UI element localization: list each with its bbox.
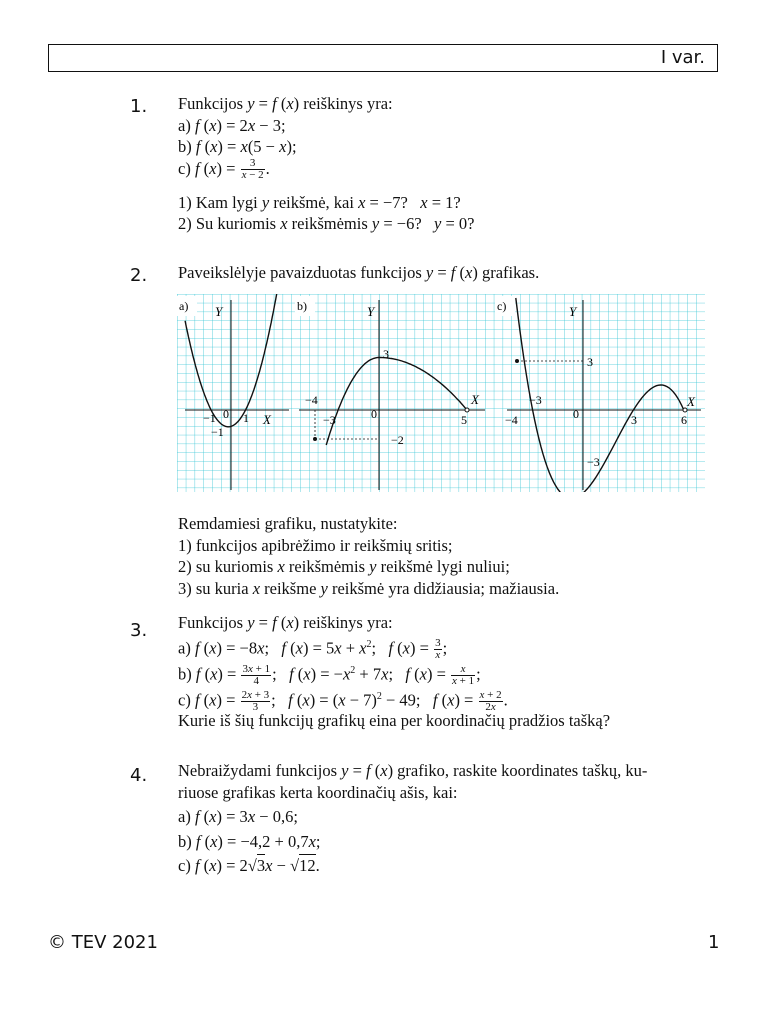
panel-c-start-point — [515, 359, 519, 363]
panel-c-tick: 3 — [587, 355, 593, 369]
panel-c-label: c) — [497, 299, 507, 313]
task-4-item-b: b) f (x) = −4,2 + 0,7x; — [178, 831, 321, 851]
panel-b-end-point — [465, 408, 469, 412]
task-2-question-3: 3) su kuria x reikšme y reikšmė yra didžiausia; mažiausia. — [178, 578, 560, 598]
task-1-intro: Funkcijos y = f (x) reiškinys yra: — [178, 94, 393, 113]
task-2-intro: Paveikslėlyje pavaizduotas funkcijos y = f (x) grafikas. — [178, 263, 540, 282]
task-2-instruction: Remdamiesi grafiku, nustatykite: — [178, 514, 398, 533]
grid-background — [177, 294, 705, 492]
task-2-function-graphs — [177, 294, 705, 492]
panel-a-tick: 1 — [243, 411, 249, 425]
footer-page-number: 1 — [708, 932, 720, 953]
panel-a-tick: 0 — [223, 407, 229, 421]
panel-c-tick: 3 — [631, 413, 637, 427]
panel-b-label: b) — [297, 299, 307, 313]
task-3-item-c: c) f (x) = $\frac{2x + 3}{3}$ ; f $(x) = (x - 7)^2 - 49$; f (x) = $\frac{x + 2}{2x}$ . — [178, 688, 508, 713]
panel-a-label: a) — [179, 299, 189, 313]
panel-c-tick: −3 — [529, 393, 542, 407]
task-4-body — [178, 760, 718, 877]
panel-b-tick: 5 — [461, 413, 467, 427]
panel-b-tick: −4 — [305, 393, 318, 407]
task-3-number: 3. — [130, 620, 148, 641]
panel-a-tick: −1 — [211, 425, 224, 439]
panel-b-tick: −3 — [323, 413, 336, 427]
task-2-question-1: 1) funkcijos apibrėžimo ir reikšmių sritis; — [178, 535, 453, 555]
variant-header-box — [48, 44, 718, 72]
panel-c-tick: −3 — [587, 455, 600, 469]
panel-b-tick: −2 — [391, 433, 404, 447]
task-2-question-2: 2) su kuriomis x reikšmėmis y reikšmė lygi nuliui; — [178, 557, 510, 576]
variant-label: I var. — [660, 47, 705, 68]
panel-c-tick: 0 — [573, 407, 579, 421]
task-2-number: 2. — [130, 265, 148, 286]
panel-c-y-label: Y — [569, 304, 577, 319]
task-1-body — [178, 93, 718, 235]
task-4-intro-2: riuose grafikas kerta koordinačių ašis, kai: — [178, 782, 458, 802]
panel-a-x-label: X — [263, 412, 271, 427]
panel-c-tick: −4 — [505, 413, 518, 427]
task-1-question-1: 1) Kam lygi y reikšmė, kai x = −7? x = 1? — [178, 192, 461, 212]
task-3-body — [178, 612, 718, 731]
task-3-item-a: a) f (x) = −8x; f $(x) = 5x + x^2$; f (x) = $\frac{3}{x}$ ; — [178, 636, 448, 661]
footer-copyright: © TEV 2021 — [48, 932, 158, 953]
panel-c-end-point — [683, 408, 687, 412]
task-3-question: Kurie iš šių funkcijų grafikų eina per koordinačių pradžios tašką? — [178, 710, 611, 730]
task-1-question-2: 2) Su kuriomis x reikšmėmis y = −6? y = 0? — [178, 214, 475, 233]
panel-b-tick: 3 — [383, 347, 389, 361]
task-2-questions — [178, 513, 718, 599]
panel-b-y-label: Y — [367, 304, 375, 319]
panel-a-y-label: Y — [215, 304, 223, 319]
panel-c-x-label: X — [687, 394, 695, 409]
task-4-number: 4. — [130, 765, 148, 786]
task-4-item-c: c) f (x) = 2√3x − √12. — [178, 856, 320, 875]
panel-b-tick: 0 — [371, 407, 377, 421]
task-1-number: 1. — [130, 96, 148, 117]
task-1-item-c: c) f (x) = $\frac{3}{x - 2}$ . — [178, 157, 270, 182]
task-4-intro-1: Nebraižydami funkcijos y = f (x) grafiko, raskite koordinates taškų, ku- — [178, 761, 648, 780]
task-3-item-b: b) f (x) = $\frac{3x + 1}{4}$ ; f $(x) = -x^2 + 7x$; f (x) = $\frac{x}{x + 1}$ ; — [178, 662, 481, 687]
task-1-item-b: b) f (x) = x(5 − x); — [178, 137, 297, 156]
panel-c-tick: 6 — [681, 413, 687, 427]
task-3-intro: Funkcijos y = f (x) reiškinys yra: — [178, 613, 393, 632]
panel-b-x-label: X — [471, 392, 479, 407]
panel-b-start-point — [313, 437, 317, 441]
panel-a-tick: −1 — [203, 411, 216, 425]
task-1-item-a: a) f (x) = 2x − 3; — [178, 115, 286, 135]
task-4-item-a: a) f (x) = 3x − 0,6; — [178, 807, 298, 826]
